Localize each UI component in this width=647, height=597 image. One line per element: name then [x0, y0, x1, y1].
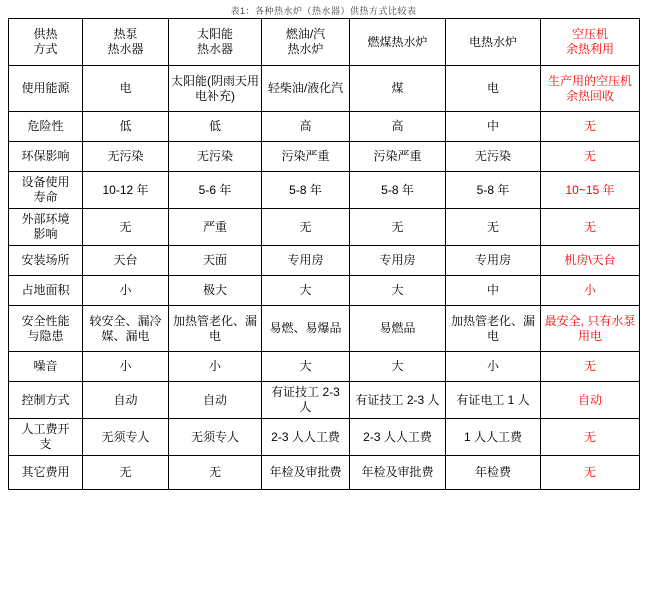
- table-cell: 电: [83, 66, 169, 112]
- row-header-3: [9, 172, 83, 209]
- column-header-line: 空压机: [571, 27, 608, 41]
- table-cell: 小: [169, 352, 262, 382]
- table-row: [9, 456, 640, 490]
- table-cell: 小: [446, 352, 541, 382]
- row-header-line: 人工费开: [21, 422, 70, 436]
- table-cell: 加热管老化、漏电: [446, 306, 541, 352]
- column-header-line: 燃油/汽: [285, 27, 326, 41]
- table-row: [9, 66, 640, 112]
- table-cell: 无: [541, 456, 640, 490]
- table-cell: 电: [446, 66, 541, 112]
- column-header-3: [262, 19, 350, 66]
- table-cell: 无须专人: [169, 419, 262, 456]
- column-header-6: [541, 19, 640, 66]
- table-cell: 煤: [350, 66, 446, 112]
- table-cell: 5-6 年: [169, 172, 262, 209]
- column-header-0: [9, 19, 83, 66]
- table-cell: 轻柴油/液化汽: [262, 66, 350, 112]
- column-header-5: [446, 19, 541, 66]
- table-cell: 无污染: [446, 142, 541, 172]
- table-cell: 低: [169, 112, 262, 142]
- table-cell: 无: [541, 419, 640, 456]
- table-cell: 自动: [541, 382, 640, 419]
- table-row: [9, 276, 640, 306]
- table-cell: 无: [262, 209, 350, 246]
- column-header-line: 热水炉: [287, 42, 324, 56]
- table-row: [9, 306, 640, 352]
- row-header-line: 安装场所: [21, 253, 70, 267]
- row-header-line: 与隐患: [27, 328, 64, 343]
- table-cell: 10~15 年: [541, 172, 640, 209]
- table-cell: 最安全, 只有水泵用电: [541, 306, 640, 352]
- row-header-line: 寿命: [33, 190, 58, 204]
- column-header-line: 太阳能: [196, 27, 233, 41]
- table-row: [9, 382, 640, 419]
- column-header-4: [350, 19, 446, 66]
- row-header-6: [9, 276, 83, 306]
- table-cell: 天台: [83, 246, 169, 276]
- table-cell: 高: [350, 112, 446, 142]
- row-header-line: 危险性: [27, 119, 64, 133]
- table-cell: 2-3 人人工费: [350, 419, 446, 456]
- table-cell: 无: [541, 352, 640, 382]
- row-header-line: 环保影响: [21, 149, 70, 163]
- row-header-line: 支: [39, 437, 52, 451]
- table-cell: 无: [541, 209, 640, 246]
- row-header-line: 安全性能: [21, 313, 70, 328]
- table-cell: 有证电工 1 人: [446, 382, 541, 419]
- row-header-7: [9, 306, 83, 352]
- column-header-line: 燃煤热水炉: [367, 34, 428, 49]
- table-cell: 年检及审批费: [262, 456, 350, 490]
- row-header-9: [9, 382, 83, 419]
- table-cell: 高: [262, 112, 350, 142]
- column-header-line: 热水器: [107, 42, 144, 56]
- table-cell: 有证技工 2-3 人: [350, 382, 446, 419]
- table-cell: 专用房: [350, 246, 446, 276]
- column-header-line: 供热: [33, 27, 58, 41]
- row-header-11: [9, 456, 83, 490]
- table-caption: 表1：各种热水炉（热水器）供热方式比较表: [230, 6, 417, 16]
- table-cell: 低: [83, 112, 169, 142]
- row-header-10: [9, 419, 83, 456]
- heating-method-comparison-table: [8, 18, 640, 490]
- row-header-line: 占地面积: [21, 283, 70, 297]
- table-cell: 大: [262, 352, 350, 382]
- table-row: [9, 419, 640, 456]
- row-header-4: [9, 209, 83, 246]
- row-header-1: [9, 112, 83, 142]
- table-row: [9, 142, 640, 172]
- table-cell: 无须专人: [83, 419, 169, 456]
- table-cell: 年检费: [446, 456, 541, 490]
- table-cell: 5-8 年: [446, 172, 541, 209]
- column-header-line: 热泵: [113, 27, 138, 41]
- table-cell: 无: [541, 142, 640, 172]
- row-header-line: 使用能源: [21, 81, 70, 95]
- table-cell: 自动: [169, 382, 262, 419]
- table-cell: 太阳能(阴雨天用电补充): [169, 66, 262, 112]
- table-cell: 5-8 年: [262, 172, 350, 209]
- row-header-2: [9, 142, 83, 172]
- table-cell: 有证技工 2-3 人: [262, 382, 350, 419]
- table-row: [9, 209, 640, 246]
- table-cell: 10-12 年: [83, 172, 169, 209]
- table-row: [9, 172, 640, 209]
- table-row: [9, 246, 640, 276]
- column-header-line: 电热水炉: [468, 34, 517, 49]
- table-cell: 无: [169, 456, 262, 490]
- table-header-row: [9, 19, 640, 66]
- table-cell: 严重: [169, 209, 262, 246]
- table-cell: 无污染: [169, 142, 262, 172]
- table-body: [9, 66, 640, 490]
- row-header-line: 影响: [33, 227, 58, 241]
- table-cell: 易燃品: [350, 306, 446, 352]
- row-header-line: 设备使用: [21, 175, 70, 189]
- table-cell: 污染严重: [350, 142, 446, 172]
- table-row: [9, 352, 640, 382]
- column-header-line: 热水器: [196, 42, 233, 56]
- table-cell: 污染严重: [262, 142, 350, 172]
- table-cell: 年检及审批费: [350, 456, 446, 490]
- table-cell: 2-3 人人工费: [262, 419, 350, 456]
- row-header-line: 控制方式: [21, 392, 70, 407]
- table-cell: 1 人人工费: [446, 419, 541, 456]
- row-header-5: [9, 246, 83, 276]
- table-cell: 无: [446, 209, 541, 246]
- table-row: [9, 112, 640, 142]
- column-header-line: 方式: [33, 42, 58, 56]
- table-cell: 机房\天台: [541, 246, 640, 276]
- table-cell: 无: [83, 209, 169, 246]
- table-cell: 自动: [83, 382, 169, 419]
- row-header-line: 噪音: [33, 359, 58, 373]
- column-header-1: [83, 19, 169, 66]
- table-cell: 较安全、漏冷媒、漏电: [83, 306, 169, 352]
- table-cell: 无: [83, 456, 169, 490]
- table-cell: 无污染: [83, 142, 169, 172]
- table-cell: 天面: [169, 246, 262, 276]
- table-cell: 大: [262, 276, 350, 306]
- row-header-line: 外部环境: [21, 212, 70, 226]
- table-cell: 专用房: [262, 246, 350, 276]
- table-cell: 5-8 年: [350, 172, 446, 209]
- table-cell: 生产用的空压机余热回收: [541, 66, 640, 112]
- table-cell: 大: [350, 352, 446, 382]
- table-cell: 中: [446, 112, 541, 142]
- table-cell: 无: [350, 209, 446, 246]
- row-header-8: [9, 352, 83, 382]
- table-cell: 小: [541, 276, 640, 306]
- row-header-0: [9, 66, 83, 112]
- table-cell: 小: [83, 352, 169, 382]
- table-cell: 易燃、易爆品: [262, 306, 350, 352]
- table-cell: 小: [83, 276, 169, 306]
- table-cell: 专用房: [446, 246, 541, 276]
- table-cell: 无: [541, 112, 640, 142]
- table-header-row-group: [9, 19, 640, 66]
- column-header-2: [169, 19, 262, 66]
- table-cell: 极大: [169, 276, 262, 306]
- table-cell: 中: [446, 276, 541, 306]
- table-cell: 大: [350, 276, 446, 306]
- table-cell: 加热管老化、漏电: [169, 306, 262, 352]
- column-header-line: 余热利用: [565, 42, 614, 56]
- row-header-line: 其它费用: [21, 465, 70, 479]
